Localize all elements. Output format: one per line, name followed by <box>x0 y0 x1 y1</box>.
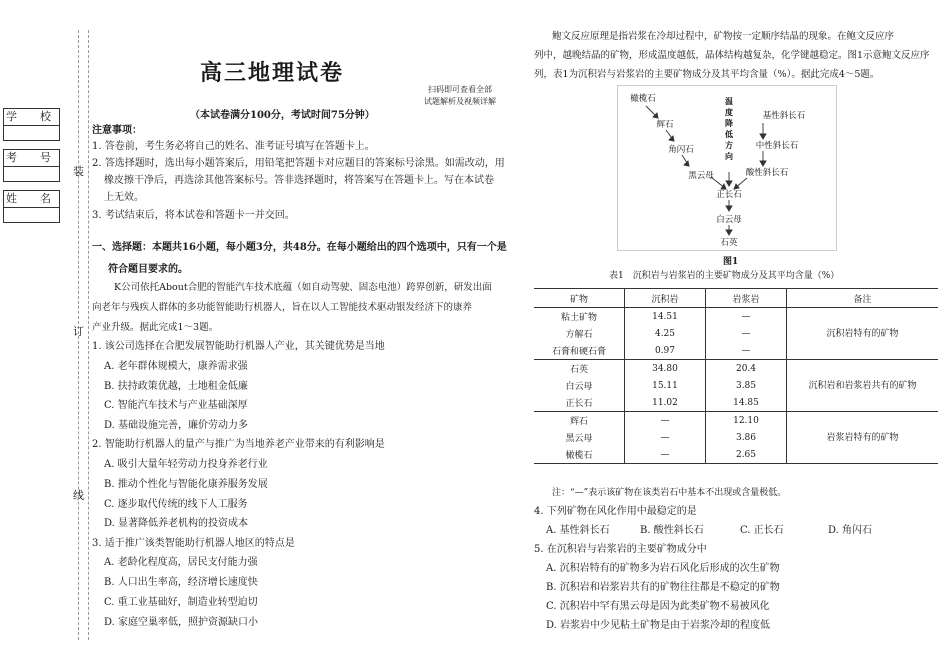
passage-line: 鲍文反应原理是指岩浆在冷却过程中，矿物按一定顺序结晶的现象。在鲍文反应序 <box>552 31 895 42</box>
option-c[interactable]: C. 正长石 <box>740 525 784 536</box>
table-remark: 岩浆岩特有的矿物 <box>787 412 939 464</box>
passage-line: 列中，越晚结晶的矿物，形成温度越低，晶体结构越复杂，化学键越稳定。图1示意鲍文反应序 <box>534 50 930 61</box>
bind-char-ding: 订 <box>73 325 84 338</box>
mineral-basic-plagioclase: 基性斜长石 <box>762 111 806 121</box>
table-cell: 4.25 <box>625 325 706 342</box>
option-c[interactable]: C. 沉积岩中罕有黑云母是因为此类矿物不易被风化 <box>546 601 770 612</box>
table-cell: 20.4 <box>706 360 787 378</box>
table-cell: — <box>706 308 787 326</box>
passage-line: 列，表1为沉积岩与岩浆岩的主要矿物成分及其平均含量（%）。据此完成4～5题。 <box>534 69 880 80</box>
axis-label-char: 向 <box>725 152 733 161</box>
question-stem: 2. 智能助行机器人的量产与推广为当地养老产业带来的有利影响是 <box>92 439 385 450</box>
option-d[interactable]: D. 岩浆岩中少见粘土矿物是由于岩浆冷却的程度低 <box>546 620 771 631</box>
option-d[interactable]: D. 家庭空巢率低，照护资源缺口小 <box>104 617 259 628</box>
option-a[interactable]: A. 老年群体规模大，康养需求强 <box>104 361 248 372</box>
table-cell: 方解石 <box>534 325 625 342</box>
table-cell: 3.86 <box>706 429 787 446</box>
bind-char-xian: 线 <box>73 489 84 502</box>
mineral-biotite: 黑云母 <box>688 171 714 181</box>
mineral-table <box>534 288 938 464</box>
passage-line: K公司依托About合肥的智能汽车技术底蕴（如自动驾驶、固态电池）跨界创新，研发出面 <box>114 282 492 293</box>
mineral-quartz: 石英 <box>720 238 738 248</box>
table-cell: 2.65 <box>706 446 787 464</box>
axis-label-char: 方 <box>725 141 733 150</box>
table-note: 注：“—”表示该矿物在该类岩石中基本不出现或含量极低。 <box>552 488 787 498</box>
notice-item: 2. 答选择题时，选出每小题答案后，用铅笔把答题卡对应题目的答案标号涂黑。如需改动，用 <box>92 158 505 169</box>
option-b[interactable]: B. 扶持政策优越，土地租金低廉 <box>104 381 248 392</box>
axis-label-char: 降 <box>725 119 733 128</box>
page-title: 高三地理试卷 <box>200 61 345 86</box>
question-stem: 1. 该公司选择在合肥发展智能助行机器人产业，其关键优势是当地 <box>92 341 385 352</box>
id-box <box>3 149 60 182</box>
option-c[interactable]: C. 逐步取代传统的线下人工服务 <box>104 499 248 510</box>
question-stem: 3. 适于推广该类智能助行机器人地区的特点是 <box>92 538 295 549</box>
id-label: 考 号 <box>4 150 59 167</box>
school-label: 学 校 <box>4 109 59 126</box>
table-header: 备注 <box>787 289 939 308</box>
option-a[interactable]: A. 基性斜长石 <box>546 525 610 536</box>
table-cell: — <box>706 342 787 360</box>
section-heading: 一、选择题：本题共16小题，每小题3分，共48分。在每小题给出的四个选项中，只有一个是 <box>92 242 507 253</box>
table-cell: — <box>706 325 787 342</box>
table-cell: 11.02 <box>625 394 706 412</box>
option-b[interactable]: B. 推动个性化与智能化康养服务发展 <box>104 479 268 490</box>
id-field[interactable] <box>4 167 59 181</box>
binding-line-inner <box>88 30 89 640</box>
table-cell: 辉石 <box>534 412 625 430</box>
passage-line: 向老年与残疾人群体的多功能智能助行机器人，旨在以人工智能技术驱动银发经济下的康养 <box>92 302 473 313</box>
option-a[interactable]: A. 老龄化程度高，居民支付能力强 <box>104 557 258 568</box>
table-remark: 沉积岩和岩浆岩共有的矿物 <box>787 360 939 412</box>
table-caption: 表1 沉积岩与岩浆岩的主要矿物成分及其平均含量（%） <box>609 271 840 281</box>
figure-caption: 图1 <box>723 257 739 267</box>
option-a[interactable]: A. 沉积岩特有的矿物多为岩石风化后形成的次生矿物 <box>546 563 780 574</box>
exam-info: （本试卷满分100分，考试时间75分钟） <box>190 110 375 121</box>
option-a[interactable]: A. 吸引大量年轻劳动力投身养老行业 <box>104 459 268 470</box>
table-cell: — <box>625 429 706 446</box>
notice-item: 3. 考试结束后，将本试卷和答题卡一并交回。 <box>92 210 295 221</box>
school-field[interactable] <box>4 126 59 140</box>
mineral-muscovite: 白云母 <box>716 215 742 225</box>
table-cell: 0.97 <box>625 342 706 360</box>
option-c[interactable]: C. 智能汽车技术与产业基础深厚 <box>104 400 248 411</box>
section-heading-cont: 符合题目要求的。 <box>108 264 188 275</box>
option-b[interactable]: B. 沉积岩和岩浆岩共有的矿物往往都是不稳定的矿物 <box>546 582 780 593</box>
table-cell: 14.85 <box>706 394 787 412</box>
name-field[interactable] <box>4 208 59 222</box>
bind-char-zhuang: 装 <box>73 165 84 178</box>
question-stem: 5. 在沉积岩与岩浆岩的主要矿物成分中 <box>534 544 707 555</box>
table-header: 矿物 <box>534 289 625 308</box>
table-row <box>534 360 938 378</box>
table-cell: 14.51 <box>625 308 706 326</box>
table-cell: 34.80 <box>625 360 706 378</box>
mineral-amphibole: 角闪石 <box>668 145 694 155</box>
mineral-intermediate-plagioclase: 中性斜长石 <box>755 141 799 151</box>
mineral-orthoclase: 正长石 <box>716 190 742 200</box>
table-row <box>534 412 938 430</box>
mineral-pyroxene: 辉石 <box>656 120 674 130</box>
mineral-olivine: 橄榄石 <box>630 94 656 104</box>
notice-item: 上无效。 <box>104 192 144 203</box>
table-cell: 石英 <box>534 360 625 378</box>
notice-item: 1. 答卷前，考生务必将自己的姓名、准考证号填写在答题卡上。 <box>92 141 375 152</box>
table-cell: 粘土矿物 <box>534 308 625 326</box>
notice-heading: 注意事项： <box>92 125 142 136</box>
option-b[interactable]: B. 酸性斜长石 <box>640 525 704 536</box>
table-header-row <box>534 289 938 308</box>
notice-item: 橡皮擦干净后，再选涂其他答案标号。答非选择题时，将答案写在答题卡上。写在本试卷 <box>104 175 494 186</box>
table-cell: — <box>625 446 706 464</box>
table-cell: 正长石 <box>534 394 625 412</box>
name-box <box>3 190 60 223</box>
table-cell: 石膏和硬石膏 <box>534 342 625 360</box>
axis-label-char: 低 <box>725 130 733 139</box>
table-remark: 沉积岩特有的矿物 <box>826 328 899 339</box>
option-b[interactable]: B. 人口出生率高，经济增长速度快 <box>104 577 258 588</box>
passage-line: 产业升级。据此完成1～3题。 <box>92 322 219 333</box>
table-cell: 3.85 <box>706 377 787 394</box>
table-header: 岩浆岩 <box>706 289 787 308</box>
table-cell: 15.11 <box>625 377 706 394</box>
axis-label-char: 度 <box>725 108 733 117</box>
option-d[interactable]: D. 角闪石 <box>828 525 873 536</box>
name-label: 姓 名 <box>4 191 59 208</box>
option-c[interactable]: C. 重工业基础好，制造业转型迫切 <box>104 597 258 608</box>
qr-note-line-1: 扫码即可查看全部 <box>428 85 492 94</box>
option-d[interactable]: D. 基础设施完善，廉价劳动力多 <box>104 420 249 431</box>
table-cell: — <box>625 412 706 430</box>
table-cell: 12.10 <box>706 412 787 430</box>
table-header: 沉积岩 <box>625 289 706 308</box>
bowen-reaction-diagram <box>617 85 837 253</box>
table-cell: 橄榄石 <box>534 446 625 464</box>
option-d[interactable]: D. 显著降低养老机构的投资成本 <box>104 518 249 529</box>
school-box <box>3 108 60 141</box>
table-cell: 黑云母 <box>534 429 625 446</box>
axis-label-char: 温 <box>725 97 733 106</box>
qr-note-line-2: 试题解析及视频详解 <box>424 97 496 106</box>
table-row <box>534 308 938 326</box>
question-stem: 4. 下列矿物在风化作用中最稳定的是 <box>534 506 697 517</box>
mineral-acidic-plagioclase: 酸性斜长石 <box>745 168 789 178</box>
table-cell: 白云母 <box>534 377 625 394</box>
qr-note <box>420 84 500 108</box>
